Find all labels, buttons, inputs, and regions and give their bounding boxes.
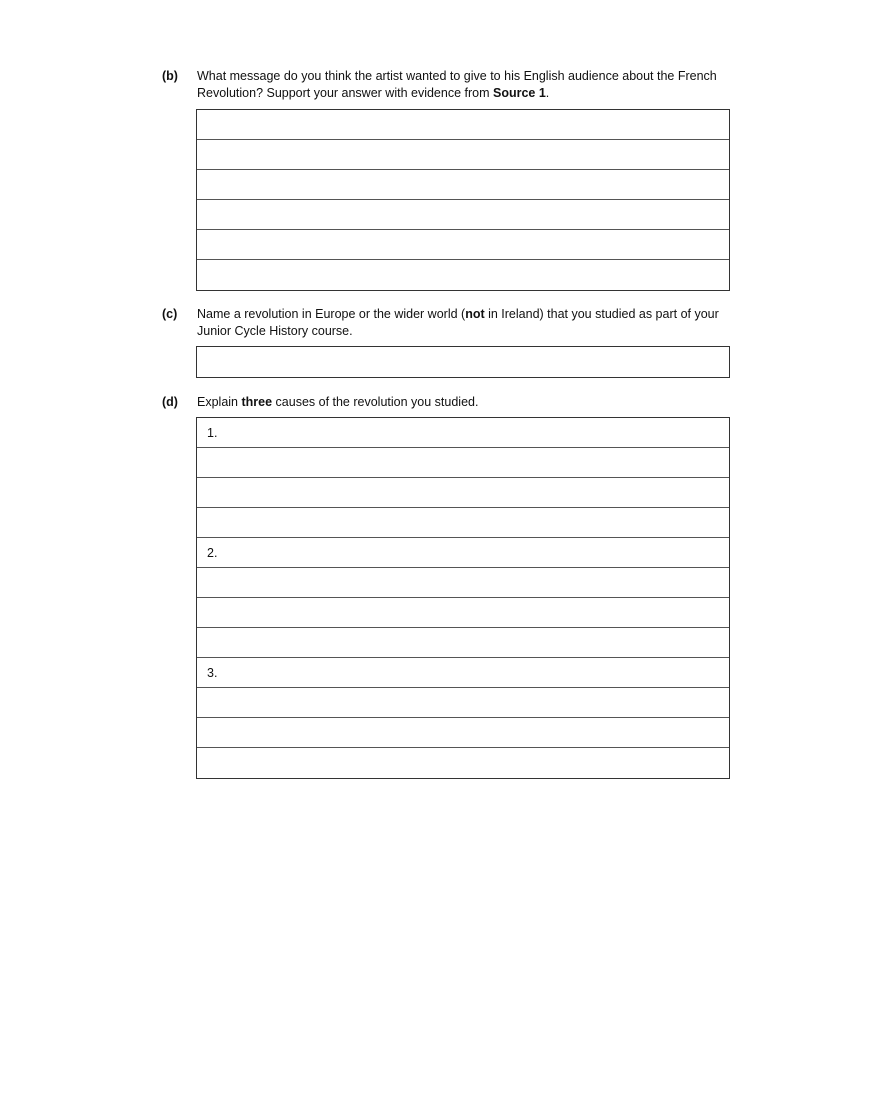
question-c-text: Name a revolution in Europe or the wider world (not in Ireland) that you studied as part of your Junior Cycle History course. bbox=[197, 307, 719, 338]
cause-number-3: 3. bbox=[207, 666, 218, 680]
question-b-text: What message do you think the artist wanted to give to his English audience about the French Revolution? Support your answer with evidence from Source 1. bbox=[197, 69, 717, 100]
answer-line[interactable] bbox=[197, 508, 729, 538]
question-d-label: (d) bbox=[162, 395, 178, 409]
question-c bbox=[162, 306, 734, 342]
answer-line[interactable] bbox=[197, 628, 729, 658]
cause-number-1: 1. bbox=[207, 426, 218, 440]
answer-line[interactable] bbox=[197, 478, 729, 508]
answer-line[interactable] bbox=[197, 538, 729, 568]
answer-line[interactable] bbox=[197, 418, 729, 448]
answer-line[interactable] bbox=[197, 658, 729, 688]
answer-box-c[interactable] bbox=[196, 346, 730, 378]
answer-line[interactable] bbox=[197, 260, 729, 290]
question-c-label: (c) bbox=[162, 307, 178, 321]
answer-line[interactable] bbox=[197, 598, 729, 628]
question-d-text: Explain three causes of the revolution you studied. bbox=[197, 395, 479, 409]
answer-line[interactable] bbox=[197, 170, 729, 200]
question-d bbox=[162, 394, 734, 412]
answer-box-d[interactable] bbox=[196, 417, 730, 779]
question-b bbox=[162, 68, 734, 104]
question-b-label: (b) bbox=[162, 69, 178, 83]
answer-line[interactable] bbox=[197, 110, 729, 140]
answer-line[interactable] bbox=[197, 748, 729, 778]
answer-line[interactable] bbox=[197, 688, 729, 718]
answer-line[interactable] bbox=[197, 718, 729, 748]
answer-box-b[interactable] bbox=[196, 109, 730, 291]
answer-line[interactable] bbox=[197, 230, 729, 260]
answer-line[interactable] bbox=[197, 200, 729, 230]
answer-line[interactable] bbox=[197, 448, 729, 478]
cause-number-2: 2. bbox=[207, 546, 218, 560]
answer-line[interactable] bbox=[197, 347, 729, 377]
answer-line[interactable] bbox=[197, 568, 729, 598]
answer-line[interactable] bbox=[197, 140, 729, 170]
